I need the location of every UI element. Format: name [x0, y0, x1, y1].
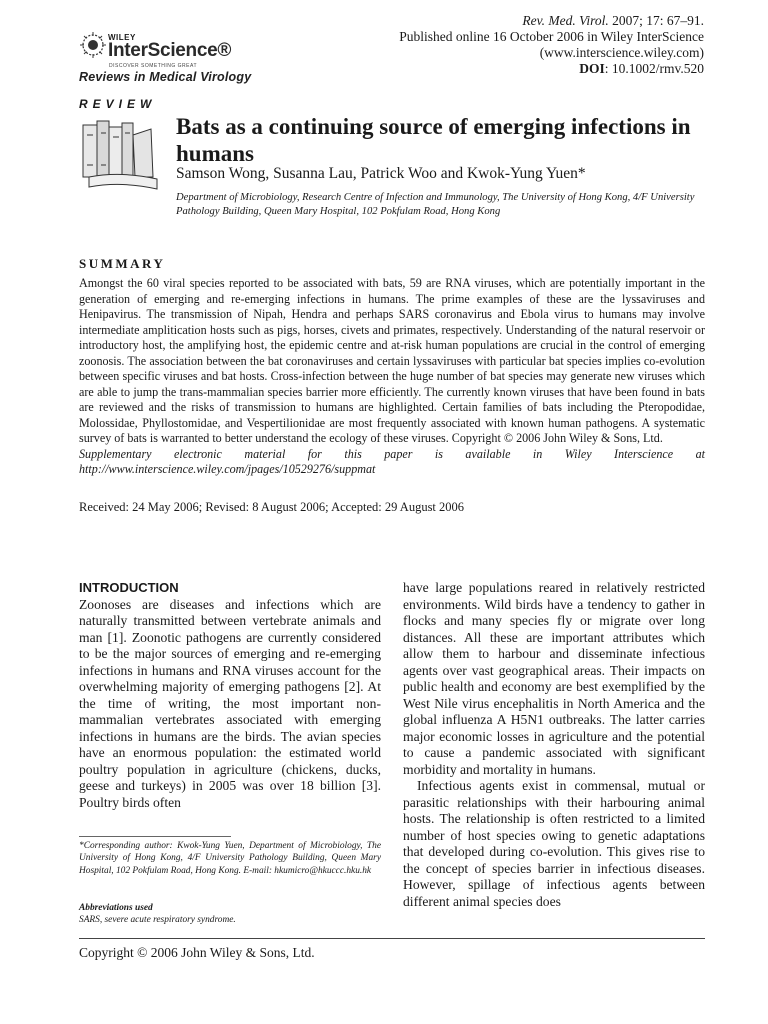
summary-heading: SUMMARY: [79, 256, 166, 271]
body-column-right: [403, 580, 705, 910]
summary-text: Amongst the 60 viral species reported to be associated with bats, 59 are RNA viruses, which are potentially important in the generation of emerging and re-emerging infections in humans. The prime examples of these are the lyssaviruses and Henipavirus. The transmission of Nipah, Hendra and perhaps SARS coronavirus and Ebola virus to humans may involve intermediate amplitication hosts such as pigs, horses, civets and primates, respectively. Understanding of the natural reservoir or introductory host, the amplifying host, the epidemic centre and at-risk human populations are crucial in the control of emerging zoonosis. The association between the bat coronaviruses and certain lyssaviruses with particular bat species implies co-evolution between specific viruses and bat hosts. Cross-infection between the huge number of bat species may generate new viruses which are able to jump the trans-mammalian species barrier more efficiently. The currently known viruses that have been found in bats are reviewed and the risks of transmission to humans are highlighted. Certain families of bats including the Pteropodidae, Molossidae, Phyllostomidae, and Vespertilionidae are most frequently associated with known human pathogens. A systematic survey of bats is warranted to better understand the ecology of these viruses. Copyright © 2006 John Wiley & Sons, Ltd.: [79, 276, 705, 445]
author-affiliation: Department of Microbiology, Research Centre of Infection and Immunology, The University of Hong Kong, 4/F University Pathology Building, Queen Mary Hospital, 102 Pokfulam Road, Hong Kong: [176, 192, 695, 217]
publisher-small-label: WILEY: [108, 33, 136, 42]
citation-journal: Rev. Med. Virol.: [522, 13, 609, 28]
url-line[interactable]: (www.interscience.wiley.com): [539, 45, 704, 60]
section-heading-introduction: INTRODUCTION: [79, 580, 179, 595]
publication-info: [399, 13, 704, 77]
abbreviations-heading: Abbreviations used: [79, 903, 153, 913]
brand-tagline: DISCOVER SOMETHING GREAT: [109, 63, 198, 69]
footnote-divider: [79, 836, 231, 837]
received-dates: Received: 24 May 2006; Revised: 8 August 2006; Accepted: 29 August 2006: [79, 500, 465, 514]
abbreviations-footnote: [79, 902, 381, 927]
citation-line: [399, 13, 704, 29]
published-line: Published online 16 October 2006 in Wiley InterScience: [399, 29, 704, 44]
footer-copyright: Copyright © 2006 John Wiley & Sons, Ltd.: [79, 945, 315, 960]
author-list: Samson Wong, Susanna Lau, Patrick Woo and Kwok-Yung Yuen*: [176, 165, 586, 182]
abbreviations-text: SARS, severe acute respiratory syndrome.: [79, 915, 236, 926]
brand-name: InterScience®: [108, 40, 232, 61]
intro-paragraph-1: Zoonoses are diseases and infections which are naturally transmitted between vertebrate animals and man [1]. Zoonotic pathogens are currently considered to be the major sources of emerging and re-emerging infections in humans and RNA viruses account for the overwhelming majority of emerging pathogens [2]. At the time of writing, the most important non-mammalian vertebrates associated with emerging infections in humans are the birds. The avian species have an enormous population: the estimated world poultry population in agriculture (chickens, ducks, geese and turkeys) in 2005 was over 18 billion [3]. Poultry birds often: [79, 596, 381, 810]
books-illustration-icon: [79, 115, 164, 195]
article-type-label: REVIEW: [79, 97, 157, 111]
article-title: Bats as a continuing source of emerging infections in humans: [176, 114, 691, 166]
citation-details: 2007; 17: 67–91.: [612, 13, 704, 28]
doi-label: DOI: [579, 61, 605, 76]
doi-line: [399, 61, 704, 77]
footer-divider: [79, 938, 705, 939]
corresponding-author-footnote: *Corresponding author: Kwok-Yung Yuen, Department of Microbiology, The University of Hong Kong, 4/F University Pathology Building, Queen Mary Hospital, 102 Pokfulam Road, Hong Kong. E-mail: hkumicro@hkuccc.hku.hk: [79, 841, 381, 876]
intro-paragraph-1-continued: have large populations reared in relatively restricted environments. Wild birds have a tendency to gather in flocks and many species fly or migrate over long distances. All these are important attributes which allow them to harbour and disseminate infectious agents over vast geographical areas. Their impacts on public health and economy are best exemplified by the West Nile virus encephalitis in North America and the global influenza A H5N1 outbreaks. The latter carries major economic losses in agriculture and the potential to cause a pandemic associated with significant morbidity and mortality in humans.: [403, 580, 705, 777]
intro-paragraph-2: Infectious agents exist in commensal, mutual or parasitic relationships with their harbouring animal hosts. The relationship is often restricted to a limited number of host species owing to genetic adaptations that developed during co-evolution. This gives rise to the concept of species barrier in infectious diseases. However, spillage of infectious agents between different animal species does: [403, 778, 705, 909]
doi-value[interactable]: : 10.1002/rmv.520: [604, 61, 704, 76]
wiley-seal-icon: [78, 30, 108, 60]
journal-name: Reviews in Medical Virology: [79, 70, 252, 84]
supplementary-note[interactable]: Supplementary electronic material for this paper is available in Wiley Interscience at http://www.interscience.wiley.com/jpages/10529276/suppmat: [79, 446, 705, 476]
body-column-left: [79, 580, 381, 811]
summary-section: [79, 276, 705, 478]
